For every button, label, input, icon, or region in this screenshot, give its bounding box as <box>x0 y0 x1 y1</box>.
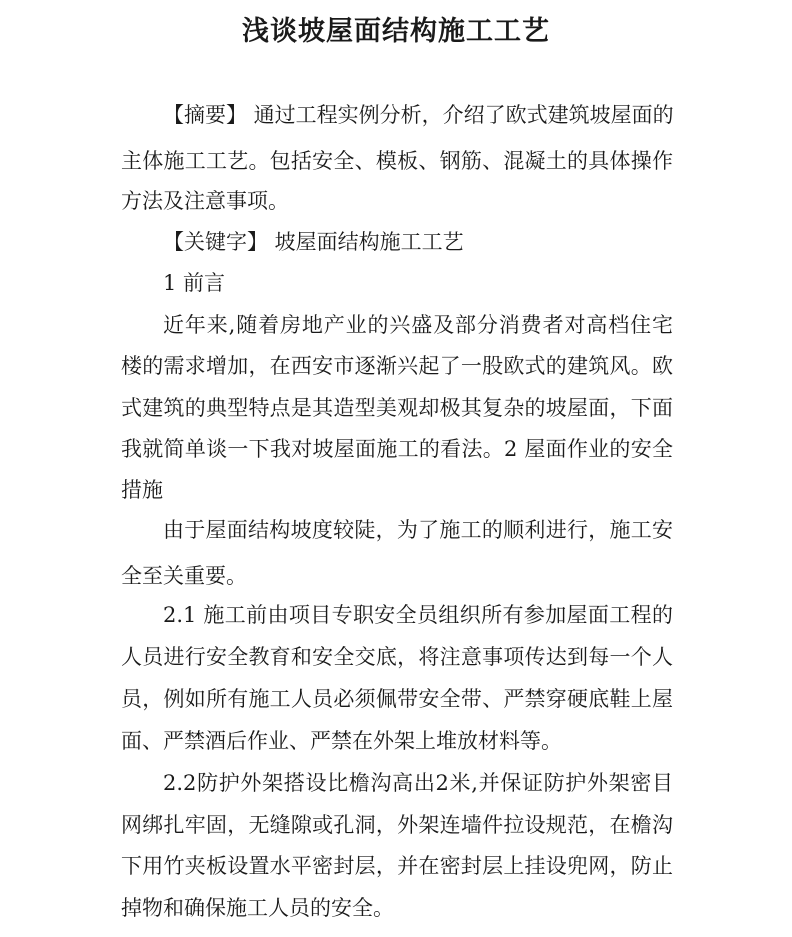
keywords-line: 【关键字】 坡屋面结构施工工艺 <box>163 230 464 254</box>
abstract-line-3: 方法及注意事项。 <box>121 189 289 213</box>
paragraph-line: 由于屋面结构坡度较陡，为了施工的顺利进行，施工安 <box>163 518 673 542</box>
paragraph-line: 下用竹夹板设置水平密封层，并在密封层上挂设兜网，防止 <box>121 854 673 878</box>
paragraph-line: 员，例如所有施工人员必须佩带安全带、严禁穿硬底鞋上屋 <box>121 687 673 711</box>
paragraph-line: 人员进行安全教育和安全交底，将注意事项传达到每一个人 <box>121 645 673 669</box>
paragraph-line: 我就简单谈一下我对坡屋面施工的看法。2 屋面作业的安全 <box>121 437 673 461</box>
document-title: 浅谈坡屋面结构施工工艺 <box>242 16 550 47</box>
paragraph-line: 2.2防护外架搭设比檐沟高出2米,并保证防护外架密目 <box>163 771 673 795</box>
paragraph-line: 近年来,随着房地产业的兴盛及部分消费者对高档住宅 <box>163 313 673 337</box>
paragraph-line: 面、严禁酒后作业、严禁在外架上堆放材料等。 <box>121 729 562 753</box>
paragraph-line: 网绑扎牢固，无缝隙或孔洞，外架连墙件拉设规范，在檐沟 <box>121 813 673 837</box>
paragraph-line: 式建筑的典型特点是其造型美观却极其复杂的坡屋面，下面 <box>121 396 673 420</box>
paragraph-line: 楼的需求增加，在西安市逐渐兴起了一股欧式的建筑风。欧 <box>121 354 673 378</box>
paragraph-line: 全至关重要。 <box>121 564 247 588</box>
paragraph-line: 掉物和确保施工人员的安全。 <box>121 896 394 920</box>
abstract-line-1: 【摘要】 通过工程实例分析，介绍了欧式建筑坡屋面的 <box>163 103 674 127</box>
paragraph-line: 2.1 施工前由项目专职安全员组织所有参加屋面工程的 <box>163 603 673 627</box>
abstract-line-2: 主体施工工艺。包括安全、模板、钢筋、混凝土的具体操作 <box>121 149 673 173</box>
section-heading-preface: 1 前言 <box>163 271 226 295</box>
paragraph-line: 措施 <box>121 478 163 502</box>
